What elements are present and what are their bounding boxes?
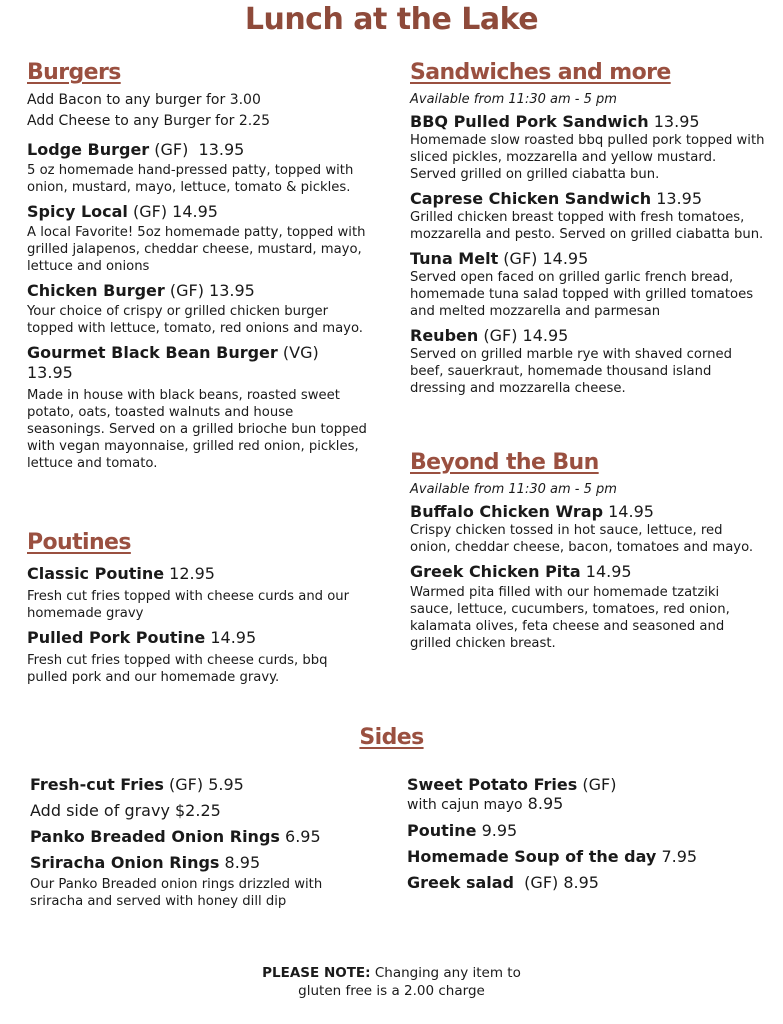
sandwiches-section — [410, 60, 765, 397]
item-name: Greek Chicken Pita — [410, 562, 581, 581]
item-price: 14.95 — [537, 249, 589, 268]
item-name: Tuna Melt — [410, 249, 499, 268]
item-name: BBQ Pulled Pork Sandwich — [410, 112, 649, 131]
item-price: 14.95 — [167, 202, 218, 221]
menu-item — [410, 502, 765, 556]
burgers-section — [27, 60, 372, 472]
item-description: Served on grilled marble rye with shaved corned beef, sauerkraut, homemade thousand island dressing and mozzarella cheese. — [410, 347, 732, 396]
side-item — [407, 818, 767, 844]
item-name: Caprese Chicken Sandwich — [410, 189, 652, 208]
item-price: 14.95 — [205, 628, 257, 647]
item-price: 14.95 — [580, 562, 632, 581]
item-name: Greek salad — [407, 873, 514, 892]
item-price: 8.95 — [558, 873, 599, 892]
menu-item — [27, 343, 372, 472]
item-name: Panko Breaded Onion Rings — [30, 827, 280, 846]
item-description: 5 oz homemade hand-pressed patty, topped with onion, mustard, mayo, lettuce, tomato & pickles. — [27, 163, 354, 195]
item-price: 8.95 — [219, 853, 261, 872]
item-tag: (VG) — [277, 343, 319, 362]
item-name: Lodge Burger — [27, 140, 150, 159]
item-price: 7.95 — [656, 847, 698, 866]
burgers-note-bacon: Add Bacon to any burger for 3.00 — [27, 92, 261, 108]
item-description: Our Panko Breaded onion rings drizzled with sriracha and served with honey dill dip — [30, 877, 323, 909]
burgers-heading: Burgers — [27, 60, 121, 85]
side-item — [407, 870, 767, 896]
item-price: 8.95 — [522, 794, 564, 813]
item-tag: (GF) — [163, 775, 204, 794]
item-name: Sriracha Onion Rings — [30, 853, 220, 872]
item-tag: (GF) — [498, 249, 538, 268]
item-price: 13.95 — [27, 363, 73, 382]
item-price: 14.95 — [603, 502, 654, 521]
note-text: Changing any item to — [370, 965, 521, 981]
item-description: Warmed pita filled with our homemade tzatziki sauce, lettuce, cucumbers, tomatoes, red onion, kalamata olives, feta cheese and seasoned and grilled chicken breast. — [410, 585, 730, 651]
item-name: Chicken Burger — [27, 281, 165, 300]
beyond-the-bun-section — [410, 450, 765, 652]
menu-item — [410, 249, 765, 320]
item-description: Homemade slow roasted bbq pulled pork topped with sliced pickles, mozzarella and yellow mustard. Served grilled on grilled ciabatta bun. — [410, 133, 765, 182]
item-price: 13.95 — [188, 140, 245, 159]
sides-heading: Sides — [359, 725, 424, 750]
menu-item — [27, 281, 372, 337]
item-description: A local Favorite! 5oz homemade patty, topped with grilled jalapenos, cheddar cheese, mustard, mayo, lettuce and onions — [27, 225, 366, 274]
item-tag: (GF) — [514, 873, 559, 892]
item-name: Fresh-cut Fries — [30, 775, 164, 794]
sides-section-heading — [0, 725, 783, 750]
item-description: Served open faced on grilled garlic french bread, homemade tuna salad topped with grilled tomatoes and melted mozzarella and parmesan — [410, 270, 754, 319]
item-tag: (GF) — [577, 775, 617, 794]
item-name: Pulled Pork Poutine — [27, 628, 206, 647]
item-price: 12.95 — [164, 564, 215, 583]
beyond-heading: Beyond the Bun — [410, 450, 599, 475]
item-sub: with cajun mayo — [407, 797, 523, 813]
item-price: 13.95 — [648, 112, 700, 131]
item-description: Fresh cut fries topped with cheese curds and our homemade gravy — [27, 589, 350, 621]
burgers-note-cheese: Add Cheese to any Burger for 2.25 — [27, 113, 271, 129]
item-price: 9.95 — [476, 821, 518, 840]
menu-item — [27, 202, 372, 275]
item-name: Homemade Soup of the day — [407, 847, 657, 866]
menu-title: Lunch at the Lake — [244, 2, 539, 37]
item-name: Spicy Local — [27, 202, 128, 221]
menu-item — [410, 326, 765, 397]
item-name: Classic Poutine — [27, 564, 165, 583]
item-name: Buffalo Chicken Wrap — [410, 502, 604, 521]
item-description: Grilled chicken breast topped with fresh tomatoes, mozzarella and pesto. Served on grilled ciabatta bun. — [410, 210, 764, 242]
side-item — [407, 844, 767, 870]
item-name: Sweet Potato Fries — [407, 775, 578, 794]
sides-right-list — [407, 772, 767, 896]
item-description: Crispy chicken tossed in hot sauce, lettuce, red onion, cheddar cheese, bacon, tomatoes and mayo. — [410, 523, 754, 555]
item-name: Poutine — [407, 821, 477, 840]
item-tag: (GF) — [164, 281, 204, 300]
menu-item — [410, 189, 765, 243]
side-item — [30, 772, 375, 798]
item-tag: (GF) — [478, 326, 518, 345]
menu-item — [410, 562, 765, 652]
note-label: PLEASE NOTE: — [262, 965, 371, 981]
item-tag: (GF) — [127, 202, 168, 221]
item-description: Fresh cut fries topped with cheese curds, bbq pulled pork and our homemade gravy. — [27, 653, 328, 685]
poutines-section — [27, 530, 372, 686]
side-item — [30, 824, 375, 850]
item-name: Reuben — [410, 326, 479, 345]
availability-note: Available from 11:30 am - 5 pm — [410, 482, 617, 497]
menu-item — [410, 112, 765, 183]
availability-note: Available from 11:30 am - 5 pm — [410, 92, 617, 107]
menu-item — [27, 628, 372, 686]
side-item — [30, 850, 375, 876]
item-description: Your choice of crispy or grilled chicken burger topped with lettuce, tomato, red onions and mayo. — [27, 304, 363, 336]
item-price: 6.95 — [279, 827, 321, 846]
poutines-heading: Poutines — [27, 530, 131, 555]
menu-item — [27, 140, 372, 196]
side-item: Add side of gravy $2.25 — [30, 801, 221, 820]
note-text-line2: gluten free is a 2.00 charge — [298, 983, 485, 999]
item-price: 13.95 — [651, 189, 702, 208]
sandwiches-heading: Sandwiches and more — [410, 60, 671, 85]
item-price: 13.95 — [203, 281, 255, 300]
item-description: Made in house with black beans, roasted sweet potato, oats, toasted walnuts and house seasonings. Served on a grilled brioche bun topped with vegan mayonnaise, grilled red onion, pickles, lettuce and tomato. — [27, 388, 367, 471]
item-name: Gourmet Black Bean Burger — [27, 343, 278, 362]
menu-item — [27, 564, 372, 622]
gluten-free-note — [0, 964, 783, 1000]
item-price: 14.95 — [517, 326, 569, 345]
item-price: 5.95 — [203, 775, 244, 794]
sides-left-list — [30, 772, 375, 910]
item-tag: (GF) — [149, 140, 189, 159]
